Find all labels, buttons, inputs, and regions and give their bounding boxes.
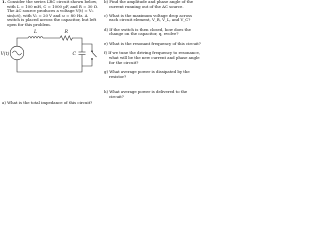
part-c-text: each circuit element, V_R, V_L, and V_C? (109, 17, 191, 23)
resistor-label: R (64, 30, 68, 35)
part-d-text: If the switch is then closed, how does the (109, 26, 191, 32)
part-h-label: h) (104, 89, 109, 94)
part-d-label: d) (104, 26, 109, 32)
part-g-label: g) (104, 69, 109, 75)
part-e-text: What is the resonant frequency of this circuit? (109, 40, 201, 46)
circuit-wire-bottom (17, 55, 82, 72)
source-label: V(t) (0, 52, 10, 57)
problem-line: Consider the series LRC circuit shown below, (7, 0, 97, 4)
part-b-text: current running out of the AC source. (109, 3, 184, 9)
inductor-coil (28, 37, 43, 39)
switch-wire (82, 44, 92, 50)
part-b-label: b) (104, 0, 109, 4)
part-h-text: circuit? (109, 93, 124, 99)
switch-blade (92, 52, 97, 57)
part-a-text: What is the total impedance of this circuit? (7, 99, 93, 105)
problem-line: sin(ωt), with V₀ = 20 V and ω = 80 Hz. A (7, 12, 88, 18)
part-h-text: What average power is delivered to the (109, 89, 188, 94)
part-c-text: What is the maximum voltage drop across (108, 12, 193, 18)
part-f-text: If we tune the driving frequency to resonance, (108, 50, 201, 56)
circuit-wire-left-top (17, 38, 28, 46)
part-f-text: for the circuit? (109, 59, 139, 65)
switch-contact-top (91, 50, 93, 52)
part-e-label: e) (104, 40, 108, 46)
problem-line: open for this problem. (7, 22, 51, 27)
problem-line: switch is placed across the capacitor, but left (7, 17, 97, 23)
part-g-text: What average power is dissipated by the (109, 69, 190, 75)
problem-number: 1. (2, 0, 7, 4)
inductor-label: L (34, 30, 38, 35)
part-a-label: a) (2, 99, 6, 105)
part-f-label: f) (104, 50, 107, 56)
part-c-label: c) (104, 12, 108, 18)
resistor-zigzag (60, 36, 72, 40)
part-b-text: Find the amplitude and phase angle of the (109, 0, 194, 4)
circuit-wire-right (72, 38, 82, 52)
part-e (104, 42, 201, 46)
switch-contact-bottom (91, 58, 93, 60)
part-g-text: resistor? (109, 74, 127, 79)
part-f-text: what will be the new current and phase angle (109, 55, 200, 60)
capacitor-label: C (72, 52, 77, 57)
switch-wire-bottom (82, 60, 92, 66)
problem-line: with L = 100 mH, C = 1000 µF, and R = 30 Ω. (7, 3, 99, 9)
part-d-text: change on the capacitor, q, evolve? (109, 31, 179, 37)
part-a (2, 101, 92, 105)
problem-line: The AC source produces a voltage V(t) = V₀ (7, 8, 94, 14)
